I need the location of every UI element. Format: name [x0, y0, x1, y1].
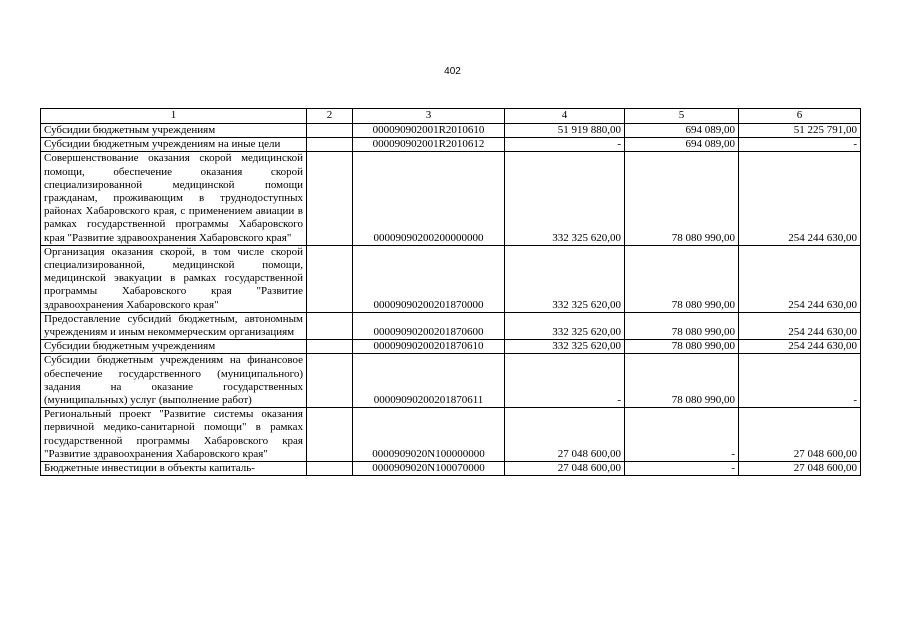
row-value4-cell: -: [505, 138, 625, 152]
column-header-3: 3: [353, 109, 505, 124]
row-col2-cell: [307, 408, 353, 462]
row-code-cell: 00009090200200000000: [353, 152, 505, 245]
row-value4-cell: -: [505, 354, 625, 408]
row-value5-cell: -: [625, 462, 739, 476]
row-name-cell: Совершенствование оказания скорой медицинской помощи, обеспечение оказания скорой специализированной медицинской помощи гражданам, проживающим в труднодоступных районах Хабаровского края, с применением авиации в рамках государственной программы Хабаровского края "Развитие здравоохранения Хабаровского края": [41, 152, 307, 245]
row-code-cell: 00009090200201870600: [353, 312, 505, 339]
row-value6-cell: 51 225 791,00: [739, 124, 861, 138]
row-value5-cell: 694 089,00: [625, 124, 739, 138]
row-name-cell: Предоставление субсидий бюджетным, автономным учреждениям и иным некоммерческим организациям: [41, 312, 307, 339]
row-code-cell: 000090902001R2010610: [353, 124, 505, 138]
row-value4-cell: 332 325 620,00: [505, 312, 625, 339]
table-row: [41, 124, 861, 138]
row-name-cell: Субсидии бюджетным учреждениям: [41, 124, 307, 138]
row-value5-cell: 78 080 990,00: [625, 245, 739, 312]
row-code-cell: 00009090200201870611: [353, 354, 505, 408]
header-row: [41, 109, 861, 124]
row-value6-cell: 254 244 630,00: [739, 245, 861, 312]
row-name-cell: Субсидии бюджетным учреждениям: [41, 340, 307, 354]
row-name-cell: Субсидии бюджетным учреждениям на иные цели: [41, 138, 307, 152]
row-value6-cell: 27 048 600,00: [739, 462, 861, 476]
column-header-1: 1: [41, 109, 307, 124]
row-code-cell: 00009090200201870000: [353, 245, 505, 312]
row-value5-cell: 78 080 990,00: [625, 312, 739, 339]
row-code-cell: 0000909020N100070000: [353, 462, 505, 476]
row-name-cell: Субсидии бюджетным учреждениям на финансовое обеспечение государственного (муниципального) задания на оказание государственных (муниципальных) услуг (выполнение работ): [41, 354, 307, 408]
row-value5-cell: 78 080 990,00: [625, 340, 739, 354]
table-row: [41, 152, 861, 245]
row-name-cell: Бюджетные инвестиции в объекты капиталь-: [41, 462, 307, 476]
row-value4-cell: 332 325 620,00: [505, 152, 625, 245]
table-row: [41, 408, 861, 462]
budget-table: [40, 108, 861, 476]
row-code-cell: 00009090200201870610: [353, 340, 505, 354]
row-value5-cell: 694 089,00: [625, 138, 739, 152]
row-name-cell: Региональный проект "Развитие системы оказания первичной медико-санитарной помощи" в рамках государственной программы Хабаровского края "Развитие здравоохранения Хабаровского края": [41, 408, 307, 462]
column-header-5: 5: [625, 109, 739, 124]
table-row: [41, 245, 861, 312]
row-value5-cell: -: [625, 408, 739, 462]
row-code-cell: 000090902001R2010612: [353, 138, 505, 152]
table-row: [41, 312, 861, 339]
table-row: [41, 340, 861, 354]
column-header-6: 6: [739, 109, 861, 124]
row-value4-cell: 332 325 620,00: [505, 340, 625, 354]
row-value6-cell: -: [739, 354, 861, 408]
row-col2-cell: [307, 340, 353, 354]
table-row: [41, 354, 861, 408]
row-value4-cell: 27 048 600,00: [505, 462, 625, 476]
row-col2-cell: [307, 124, 353, 138]
table-row: [41, 138, 861, 152]
row-value6-cell: 254 244 630,00: [739, 312, 861, 339]
column-header-2: 2: [307, 109, 353, 124]
row-col2-cell: [307, 312, 353, 339]
row-value6-cell: 254 244 630,00: [739, 152, 861, 245]
page-number: 402: [444, 66, 461, 77]
row-value5-cell: 78 080 990,00: [625, 354, 739, 408]
row-value6-cell: -: [739, 138, 861, 152]
row-value5-cell: 78 080 990,00: [625, 152, 739, 245]
row-value4-cell: 332 325 620,00: [505, 245, 625, 312]
row-col2-cell: [307, 462, 353, 476]
row-code-cell: 0000909020N100000000: [353, 408, 505, 462]
row-col2-cell: [307, 245, 353, 312]
row-value6-cell: 27 048 600,00: [739, 408, 861, 462]
column-header-4: 4: [505, 109, 625, 124]
row-col2-cell: [307, 152, 353, 245]
table-row: [41, 462, 861, 476]
row-col2-cell: [307, 138, 353, 152]
row-value4-cell: 27 048 600,00: [505, 408, 625, 462]
row-value6-cell: 254 244 630,00: [739, 340, 861, 354]
row-name-cell: Организация оказания скорой, в том числе скорой специализированной, медицинской помощи, медицинской эвакуации в рамках государственной программы Хабаровского края "Развитие здравоохранения Хабаровского края": [41, 245, 307, 312]
row-value4-cell: 51 919 880,00: [505, 124, 625, 138]
row-col2-cell: [307, 354, 353, 408]
